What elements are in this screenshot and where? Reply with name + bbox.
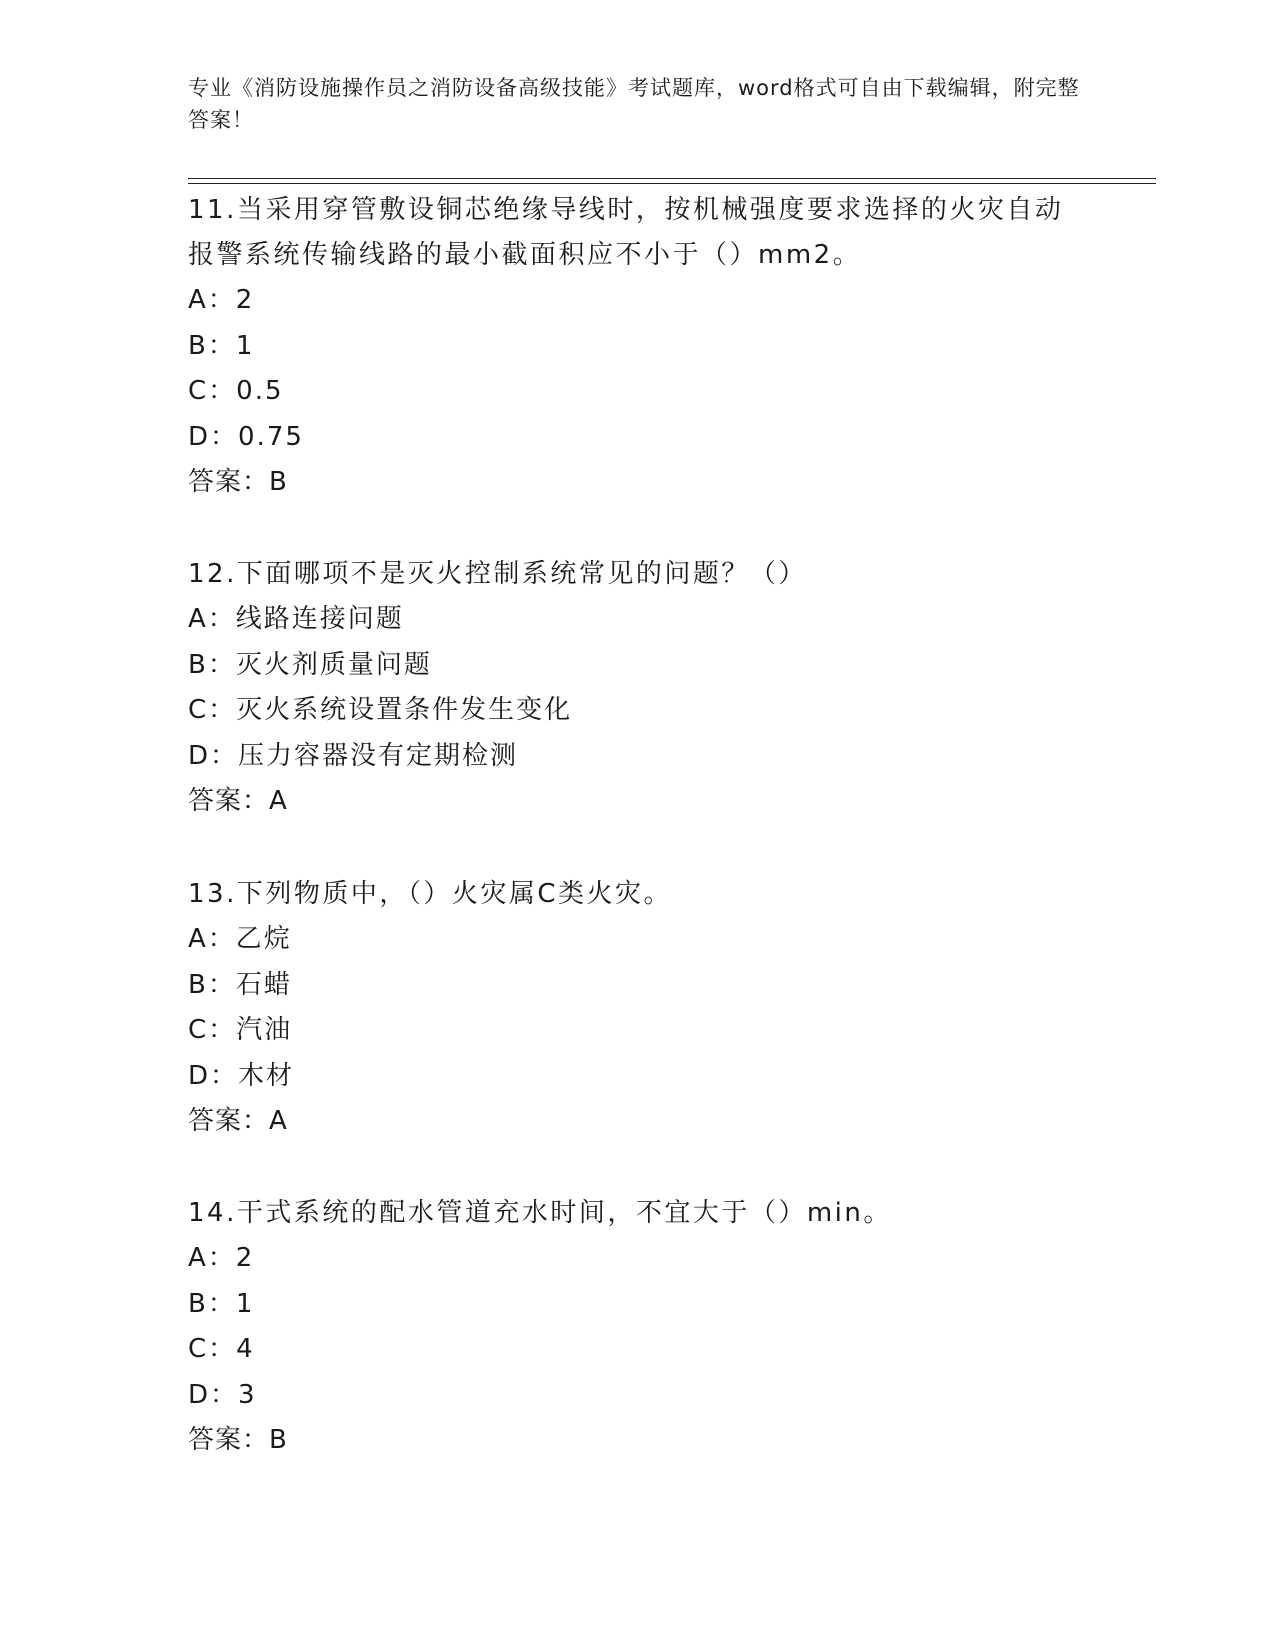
option-d: D：0.75	[188, 421, 304, 452]
option-c: C：汽油	[188, 1015, 293, 1045]
option-d: D：3	[188, 1379, 257, 1410]
question-11	[188, 188, 1088, 505]
header-divider-top	[188, 178, 1156, 179]
header-divider-bottom	[188, 183, 1156, 184]
option-b: B：灭火剂质量问题	[188, 649, 432, 680]
option-b: B：1	[188, 1288, 255, 1319]
option-c: C：灭火系统设置条件发生变化	[188, 695, 573, 725]
document-header: 专业《消防设施操作员之消防设备高级技能》考试题库，word格式可自由下载编辑，附完整答案！	[188, 76, 1080, 132]
question-13	[188, 872, 1088, 1144]
question-stem: 11.当采用穿管敷设铜芯绝缘导线时，按机械强度要求选择的火灾自动报警系统传输线路的最小截面积应不小于（）mm2。	[188, 195, 1064, 270]
option-a: A：2	[188, 285, 255, 315]
option-c: C：4	[188, 1334, 255, 1364]
option-d: D：压力容器没有定期检测	[188, 740, 519, 771]
option-a: A：线路连接问题	[188, 604, 404, 634]
option-c: C：0.5	[188, 376, 284, 406]
question-stem: 14.干式系统的配水管道充水时间，不宜大于（）min。	[188, 1198, 892, 1228]
option-a: A：2	[188, 1243, 255, 1273]
question-12	[188, 552, 1088, 824]
option-b: B：1	[188, 330, 255, 361]
option-b: B：石蜡	[188, 969, 292, 1000]
answer: 答案：B	[188, 1425, 288, 1455]
option-d: D：木材	[188, 1060, 295, 1091]
question-stem: 12.下面哪项不是灭火控制系统常见的问题？（）	[188, 559, 807, 589]
option-a: A：乙烷	[188, 924, 292, 954]
question-14	[188, 1191, 1088, 1463]
answer: 答案：A	[188, 1106, 288, 1136]
answer: 答案：A	[188, 786, 288, 816]
answer: 答案：B	[188, 467, 288, 497]
question-stem: 13.下列物质中，（）火灾属C类火灾。	[188, 879, 673, 909]
